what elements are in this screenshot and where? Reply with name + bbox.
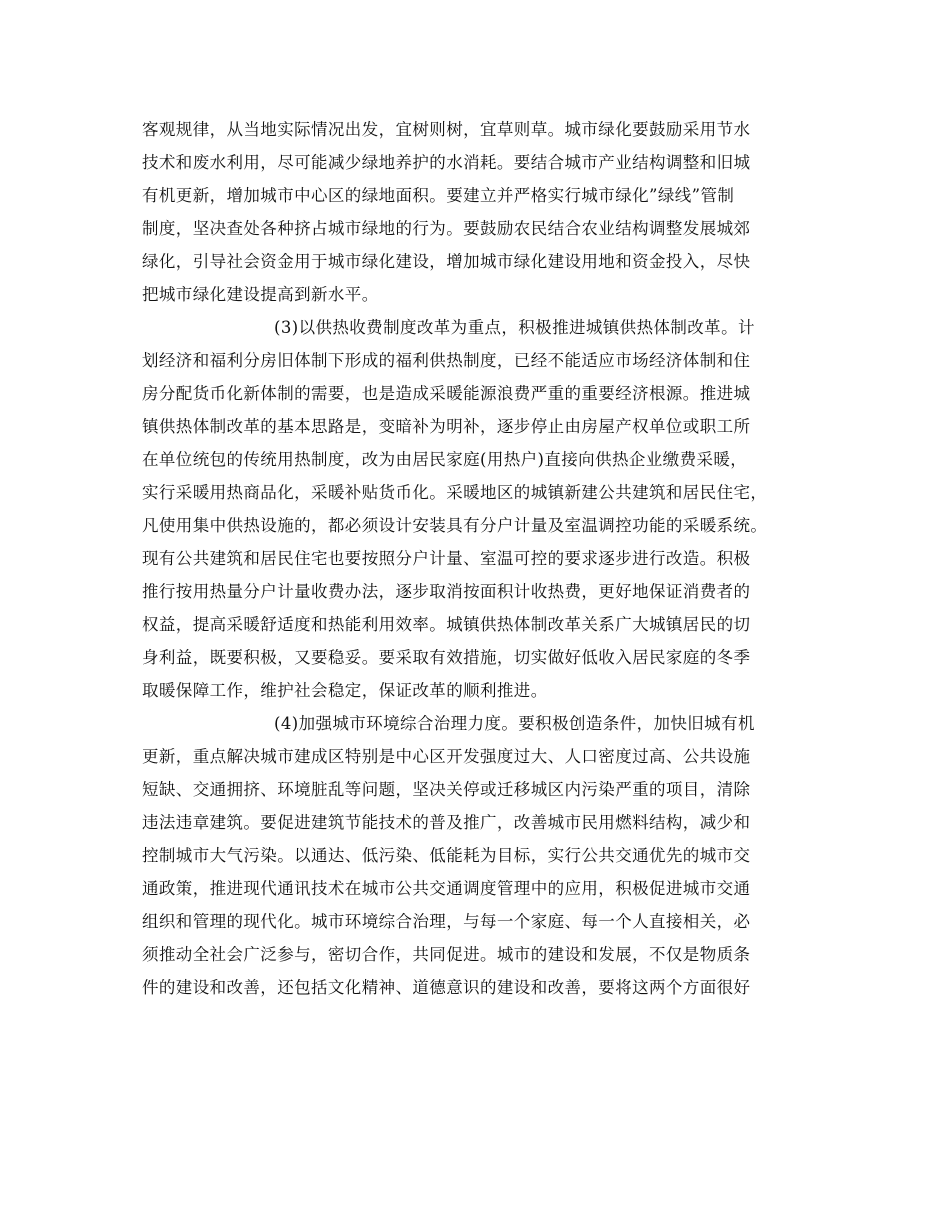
text-line: 镇供热体制改革的基本思路是，变暗补为明补，逐步停止由房屋产权单位或职工所 (142, 417, 751, 436)
text-line: 组织和管理的现代化。城市环境综合治理，与每一个家庭、每一个人直接相关，必 (142, 912, 751, 931)
text-line: 通政策，推进现代通讯技术在城市公共交通调度管理中的应用，积极促进城市交通 (142, 879, 751, 898)
text-line: 推行按用热量分户计量收费办法，逐步取消按面积计收热费，更好地保证消费者的 (142, 582, 751, 601)
text-line: 制度，坚决查处各种挤占城市绿地的行为。要鼓励农民结合农业结构调整发展城郊 (142, 219, 751, 238)
text-line: 须推动全社会广泛参与，密切合作，共同促进。城市的建设和发展，不仅是物质条 (142, 945, 751, 964)
text-line: 有机更新，增加城市中心区的绿地面积。要建立并严格实行城市绿化”绿线”管制 (142, 186, 735, 205)
text-line: 绿化，引导社会资金用于城市绿化建设，增加城市绿化建设用地和资金投入，尽快 (142, 252, 751, 271)
text-line: 现有公共建筑和居民住宅也要按照分户计量、室温可控的要求逐步进行改造。积极 (142, 549, 751, 568)
paragraph-heading-line: (3)以供热收费制度改革为重点，积极推进城镇供热体制改革。计 (274, 318, 755, 337)
paragraph-urban-greening (142, 113, 842, 311)
text-line: 凡使用集中供热设施的，都必须设计安装具有分户计量及室温调控功能的采暖系统。 (142, 516, 768, 535)
text-line: 把城市绿化建设提高到新水平。 (142, 285, 379, 304)
paragraph-environment-governance (142, 707, 842, 1004)
text-line: 身利益，既要积极，又要稳妥。要采取有效措施，切实做好低收入居民家庭的冬季 (142, 648, 751, 667)
text-line: 更新，重点解决城市建成区特别是中心区开发强度过大、人口密度过高、公共设施 (142, 747, 751, 766)
text-line: 短缺、交通拥挤、环境脏乱等问题，坚决关停或迁移城区内污染严重的项目，清除 (142, 780, 751, 799)
text-line: 划经济和福利分房旧体制下形成的福利供热制度，已经不能适应市场经济体制和住 (142, 351, 751, 370)
text-line: 违法违章建筑。要促进建筑节能技术的普及推广，改善城市民用燃料结构，减少和 (142, 813, 751, 832)
paragraph-heading-line: (4)加强城市环境综合治理力度。要积极创造条件，加快旧城有机 (274, 714, 755, 733)
text-line: 房分配货币化新体制的需要，也是造成采暖能源浪费严重的重要经济根源。推进城 (142, 384, 751, 403)
text-line: 在单位统包的传统用热制度，改为由居民家庭(用热户)直接向供热企业缴费采暖， (142, 450, 748, 469)
paragraph-heating-reform (142, 311, 842, 707)
document-body (142, 113, 842, 1004)
text-line: 控制城市大气污染。以通达、低污染、低能耗为目标，实行公共交通优先的城市交 (142, 846, 751, 865)
text-line: 取暖保障工作，维护社会稳定，保证改革的顺利推进。 (142, 681, 548, 700)
text-line: 客观规律，从当地实际情况出发，宜树则树，宜草则草。城市绿化要鼓励采用节水 (142, 120, 751, 139)
text-line: 权益，提高采暖舒适度和热能利用效率。城镇供热体制改革关系广大城镇居民的切 (142, 615, 751, 634)
text-line: 件的建设和改善，还包括文化精神、道德意识的建设和改善，要将这两个方面很好 (142, 978, 751, 997)
text-line: 实行采暖用热商品化，采暖补贴货币化。采暖地区的城镇新建公共建筑和居民住宅， (142, 483, 768, 502)
text-line: 技术和废水利用，尽可能减少绿地养护的水消耗。要结合城市产业结构调整和旧城 (142, 153, 751, 172)
